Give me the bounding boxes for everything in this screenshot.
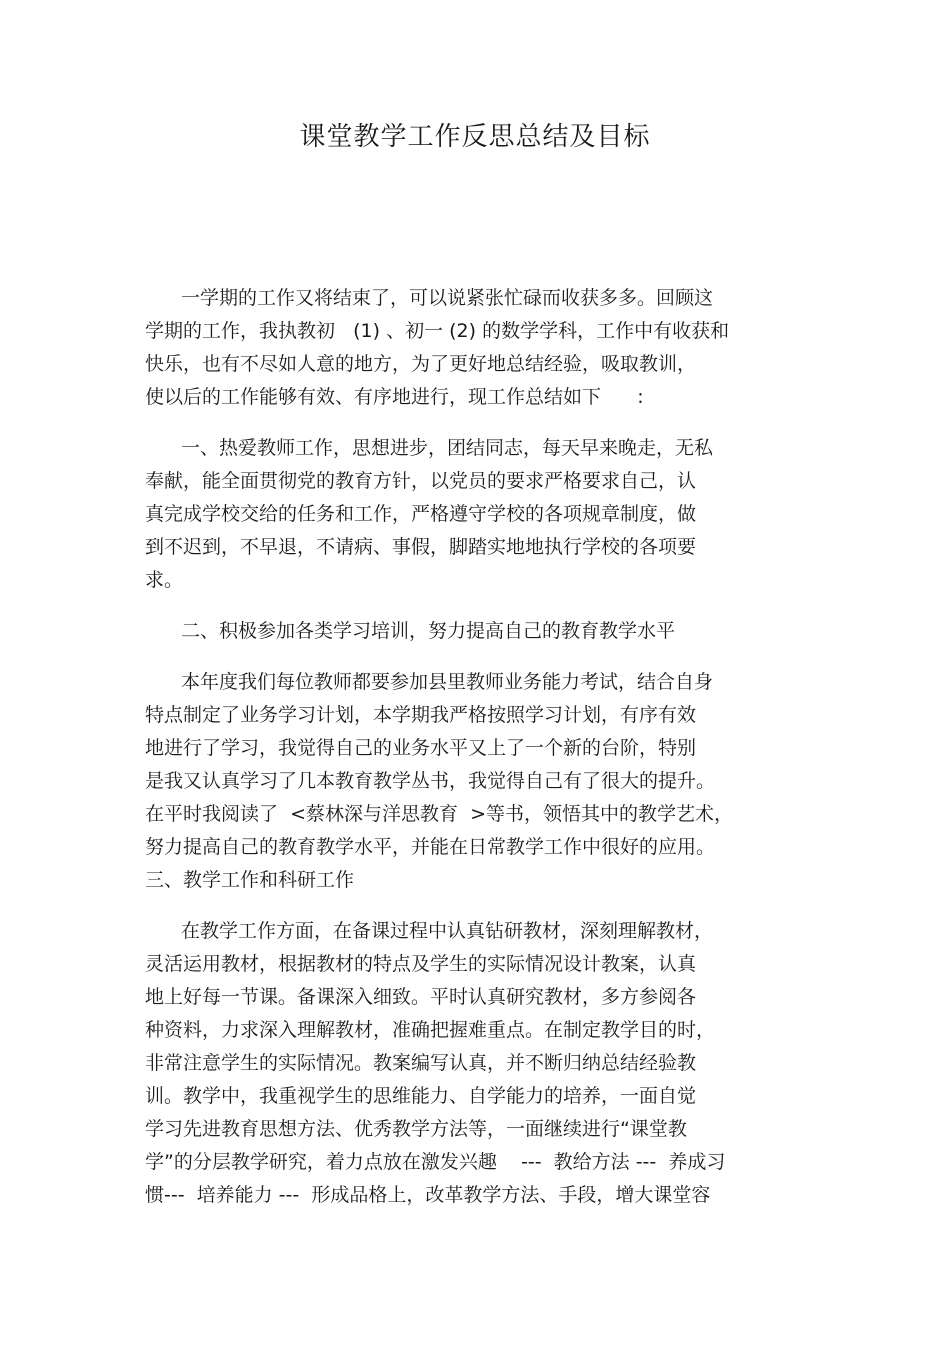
- text-line: 惯--- 培养能力 --- 形成品格上，改革教学方法、手段，增大课堂容: [145, 1184, 711, 1206]
- text-line: 使以后的工作能够有效、有序地进行，现工作总结如下 :: [145, 386, 644, 408]
- text-line: 到不迟到，不早退，不请病、事假，脚踏实地地执行学校的各项要: [145, 536, 697, 558]
- text-line: 求。: [145, 569, 184, 591]
- text-line: 在平时我阅读了 <蔡林深与洋思教育 >等书，领悟其中的教学艺术，: [145, 803, 733, 825]
- text-line: 地进行了学习，我觉得自己的业务水平又上了一个新的台阶，特别: [145, 737, 697, 759]
- text-line: 特点制定了业务学习计划，本学期我严格按照学习计划，有序有效: [145, 704, 697, 726]
- section-heading-2: [145, 615, 805, 648]
- heading-line: 三、教学工作和科研工作: [145, 869, 355, 891]
- text-line: 灵活运用教材，根据教材的特点及学生的实际情况设计教案，认真: [145, 953, 697, 975]
- paragraph-intro: [145, 282, 805, 414]
- paragraph-section-1: [145, 432, 805, 597]
- text-line: 地上好每一节课。备课深入细致。平时认真研究教材，多方参阅各: [145, 986, 697, 1008]
- text-line: 在教学工作方面，在备课过程中认真钻研教材，深刻理解教材，: [181, 920, 714, 942]
- text-line: 一、热爱教师工作，思想进步，团结同志，每天早来晚走，无私: [181, 437, 714, 459]
- text-line: 是我又认真学习了几本教育教学丛书，我觉得自己有了很大的提升。: [145, 770, 716, 792]
- text-line: 训。教学中，我重视学生的思维能力、自学能力的培养，一面自觉: [145, 1085, 697, 1107]
- text-line: 努力提高自己的教育教学水平，并能在日常教学工作中很好的应用。: [145, 836, 716, 858]
- text-line: 学习先进教育思想方法、优秀教学方法等，一面继续进行“课堂教: [145, 1118, 687, 1140]
- paragraph-section-2: [145, 666, 805, 897]
- heading-line: 二、积极参加各类学习培训，努力提高自己的教育教学水平: [181, 620, 676, 642]
- text-line: 种资料，力求深入理解教材，准确把握难重点。在制定教学目的时，: [145, 1019, 716, 1041]
- text-line: 快乐，也有不尽如人意的地方，为了更好地总结经验，吸取教训，: [145, 353, 697, 375]
- document-title: 课堂教学工作反思总结及目标: [299, 122, 651, 152]
- document-body: [145, 282, 805, 1212]
- paragraph-section-3: [145, 915, 805, 1212]
- text-line: 奉献，能全面贯彻党的教育方针，以党员的要求严格要求自己，认: [145, 470, 697, 492]
- text-line: 本年度我们每位教师都要参加县里教师业务能力考试，结合自身: [181, 671, 714, 693]
- text-line: 一学期的工作又将结束了，可以说紧张忙碌而收获多多。回顾这: [181, 287, 714, 309]
- text-line: 真完成学校交给的任务和工作，严格遵守学校的各项规章制度，做: [145, 503, 697, 525]
- text-line: 学”的分层教学研究，着力点放在激发兴趣 --- 教给方法 --- 养成习: [145, 1151, 726, 1173]
- text-line: 学期的工作，我执教初 (1) 、初一 (2) 的数学学科，工作中有收获和: [145, 320, 730, 342]
- text-line: 非常注意学生的实际情况。教案编写认真，并不断归纳总结经验教: [145, 1052, 697, 1074]
